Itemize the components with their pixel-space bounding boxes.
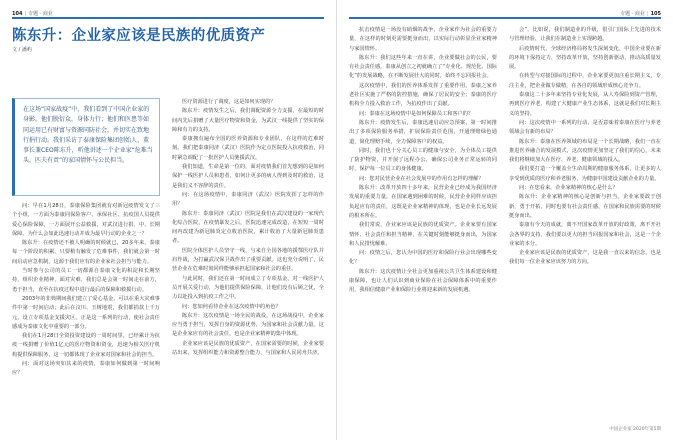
right-page-header: 专题 · 商业 | 105 [620, 11, 661, 17]
left-page-header: 104 | 专题 · 商业 [12, 11, 53, 17]
right-page-number: 105 [650, 11, 661, 17]
body-paragraph: 2003年的非典期间我们建立了爱心基金，可以在重大灾难事件中第一时间启动；此后在汶川、玉树地震，我们都捐款上千万元，设立专项基金支援灾区。正是这一系列的行动，使社会责任感成为泰康文化中重要的一部分。 [12, 295, 160, 330]
body-paragraph: 问：您如何看待企业在这次疫情中的角色？ [182, 303, 281, 310]
left-section-label: 专题 · 商业 [28, 11, 53, 17]
left-column-2 [172, 98, 324, 420]
body-paragraph: 当时参与公司的员工一切都源自泰康文化的积淀和长期坚持，组织企业精神，面对灾难，我们总是会第一时间走在前方，勇于担当，直至在抗疫过程中进行最后的保障和救援行动。 [12, 268, 160, 293]
body-paragraph: 陈东升：泰康在医养领域的布局是一个长期战略，我们一直在推进医养融合的发展模式，这次疫情更加坚定了我们的信心，未来我们将继续加大在医疗、养老、健康领域的投入。 [509, 138, 661, 164]
body-paragraph: 问：在您看来，企业家精神的核心是什么？ [519, 185, 618, 192]
body-paragraph: 问：这次疫情中一系列的行动，是否意味着泰康在医疗与养老领域会有新的布局？ [509, 119, 661, 136]
right-column-1 [349, 26, 497, 420]
body-paragraph: 泰康这二十多年来坚持专业化发展，从人寿保险到资产管理，再到医疗养老，构建了大健康产业生态体系，这就是我们对长期主义的坚持。 [509, 92, 661, 117]
body-paragraph: 陈东升：疫情发生后，泰康迅速启动应急预案，第一时间推出了多项保险服务举措，扩展保险责任范围，开通理赔绿色通道，简化理赔手续，全力保障客户的权益。 [349, 119, 497, 145]
page-footer: 中国企业家 2020年第5期 [609, 427, 661, 432]
body-paragraph: 我们知道，生命是第一位的，面对疫情我们首先想到的是如何保护一线医护人员和患者，如何让更多的病人得到及时的救治，这是我们义不容辞的责任。 [172, 164, 324, 189]
byline: 文 / 潘屿 [12, 47, 32, 53]
body-paragraph: 问：早在1月28日，泰康保险集团就有对新冠疫情发文了三个小组，一方面为泰康同保险客户、承保社区、抗疫国人员提供爱心保险保障，一方面展开公益救援，对武汉进行捐、中、长期保障。为什么会如此迅速行动并成为最早行动的企业之一？ [12, 203, 160, 237]
body-paragraph: 陈东升：改革开放四十多年来，民营企业已经成为我国经济发展的重要力量。在国家遇到困难的时候，民营企业同样应该担负起应有的责任，这既是企业家精神的体现，也是企业长远发展的根本所在。 [349, 185, 497, 219]
body-paragraph: 陈东升：企业家精神的核心是创新与担当。企业家要敢于创新，勇于开拓，同时也要有社会责任感，在国家和民族需要的时候挺身而出。 [509, 194, 661, 219]
left-page [0, 0, 336, 440]
body-paragraph: 同时，我们也十分关心员工的健康与安全，为全体员工提供了防护物资，并开展了远程办公，确保公司业务正常运转的同时，保护每一位员工的身体健康。 [349, 147, 497, 173]
body-paragraph: 陈东升：我们这些年来一直在讲，企业要做社会的公民，要有社会责任感。泰康从创立之初就确立了“专业化、规范化、国际化”的发展战略，在不断发展壮大的同时，始终不忘回报社会。 [349, 54, 497, 80]
body-paragraph: 问：泰康在这场疫情中是如何保障员工和客户的？ [359, 110, 474, 117]
body-paragraph: 我们常说，企业家应该是民族的优质资产。企业家要有国家情怀、社会责任和担当精神，在关键时刻能够挺身而出，为国家和人民排忧解难。 [349, 222, 497, 247]
body-paragraph: 医院全体医护人员坚守一线，与来自全国各地的援鄂医疗队并肩作战，为打赢武汉保卫战作出了重要贡献。这也充分说明了，民营企业在危难时刻同样能够承担起国家和社会的重任。 [172, 247, 324, 273]
body-paragraph: 在转型与对接国际的过程中，企业家要更加注重长期主义，专注主业，把企业做专做精，在各自的领域形成核心竞争力。 [509, 73, 661, 89]
body-paragraph: 问：在这场疫情中，泰康同济（武汉）医院发挥了怎样的作用？ [172, 191, 324, 208]
body-paragraph: 陈东升：在疫情还不被人明确的时候就已，20多年来，泰康每一个阶段的积累，只要稍有触发了危难事件，我们就会第一时间启动应急机制，这源于我们应有的企业家社会担当与能力。 [12, 240, 160, 265]
body-paragraph: 泰康拥有遍布全国的医养资源和专业团队，在这样的危难时刻，我们把泰康同济（武汉）医院作为定点医院投入抗疫救治，同时紧急调配了一批医护人员驰援武汉。 [172, 136, 324, 161]
right-section-label: 专题 · 商业 [620, 11, 645, 17]
body-paragraph: 企业家应该是民族的优质资产，这是我一直以来的信念，也是我们每一位企业家应该努力的方向。 [509, 250, 661, 266]
left-column-1 [12, 202, 160, 420]
left-header-rule [12, 17, 324, 19]
body-paragraph: 我们在1月28日全资投资建设的一周时间里，已经累计为抗疫一线捐赠了价值1亿元的医疗物资和资金，迅速为相关医疗机构提供保障服务，这一切都体现了企业家对国家和社会的担当。 [12, 333, 160, 358]
left-page-number: 104 [12, 11, 23, 17]
lead-box [12, 98, 160, 196]
body-paragraph: 问：面对这场突如其来的疫情，泰康如何做到第一时间响应？ [12, 361, 160, 377]
right-page [337, 0, 673, 440]
body-paragraph: 陈东升：这次疫情让全社会更加重视公共卫生体系建设和健康保障，也让人们认识到商业保险在社会保障体系中的重要作用，我相信健康产业和保险行业将迎来新的发展机遇。 [349, 268, 497, 294]
body-paragraph: 会”。比如说，我们制造业的升级，很引门国际上先进的技术与管理经验，让我们在制造业上实现跨越。 [509, 27, 661, 43]
body-paragraph: 陈东升：泰康同济（武汉）医院是我们在武汉建设的一家现代化综合医院，在疫情暴发之后，医院迅速完成改造，在短短一周时间内改建为新冠肺炎定点收治医院，累计收治了大量新冠肺炎患者。 [172, 210, 324, 245]
lead-paragraph: 在这场“国家战疫”中，我们看到了中国企业家的身影。他们脱衍众，身体力行；他们和医患等如同运用已有财富与资源同防社会，并切实在致地行捐行动。我们采访了泰康保险集团创始人、董事长兼CEO陈东升，听他讲述一个企业家“危难当头，匹夫有责”的家国情怀与公民担当。 [23, 106, 153, 165]
body-paragraph: 这次疫情中，我们的医养体系发挥了重要作用。泰康之家养老社区实施了严格的防控措施，确保了居民的安全；泰康的医疗机构全力投入救治工作，为抗疫作出了贡献。 [349, 82, 497, 108]
body-paragraph: 后疫情时代，全球经济格局将发生深刻变化，中国企业要在新的环境下保持定力，坚持改革开放，坚持创新驱动，推动高质量发展。 [509, 45, 661, 71]
right-header-rule [349, 17, 661, 19]
body-paragraph: 抗击疫情是一场没有硝烟的战争，企业家作为社会的重要力量，在这样的时刻更需要挺身而出，以实际行动彰显企业家精神与家国情怀。 [349, 27, 497, 52]
body-paragraph: 泰康有今天的成就，离不开国家改革开放的好政策，离不开社会各界的支持。我们要以更大的担当回报国家和社会，这是一个企业家的本分。 [509, 222, 661, 247]
body-paragraph: 企业家应该是民族的优质资产，在国家需要的时候，企业家要站出来，发挥组织能力和资源整合能力，与国家和人民同舟共济。 [172, 340, 324, 357]
body-paragraph: 与此同时，我们还在第一时间成立了专项基金，对一线医护人员开展关爱行动，为他们提供保险保障，让他们没有后顾之忧，全力以赴投入到抗疫工作之中。 [172, 275, 324, 301]
body-paragraph: 陈东升：疫情发生之后，我们调配资源全力支援，在最短的时间内先后捐赠了大量医疗物资和资金，为武汉一线提供了坚实的保障和有力的支持。 [172, 108, 324, 133]
body-paragraph: 陈东升：这次疫情是一场全民的战役，在这场战役中，企业家应当勇于担当，发挥自身的资源优势，为国家和社会贡献力量。这是企业家应有的社会责任，也是企业家精神的集中体现。 [172, 312, 324, 338]
body-paragraph: 问：疫情之后，您认为中国的医疗和保险行业会出现哪些变化？ [349, 250, 497, 266]
body-paragraph: 医疗资源进行了调度，这是如何实现的？ [182, 99, 276, 105]
body-paragraph: 问：您对民营企业在社会发展中的作用有怎样的理解？ [359, 175, 484, 182]
body-paragraph: 我们要打造一个覆盖全生命周期的健康服务体系，让更多的人享受到优质的医疗和养老服务，为健康中国建设贡献企业的力量。 [509, 166, 661, 182]
right-column-2 [509, 26, 661, 406]
article-title: 陈东升：企业家应该是民族的优质资产 [12, 28, 266, 44]
